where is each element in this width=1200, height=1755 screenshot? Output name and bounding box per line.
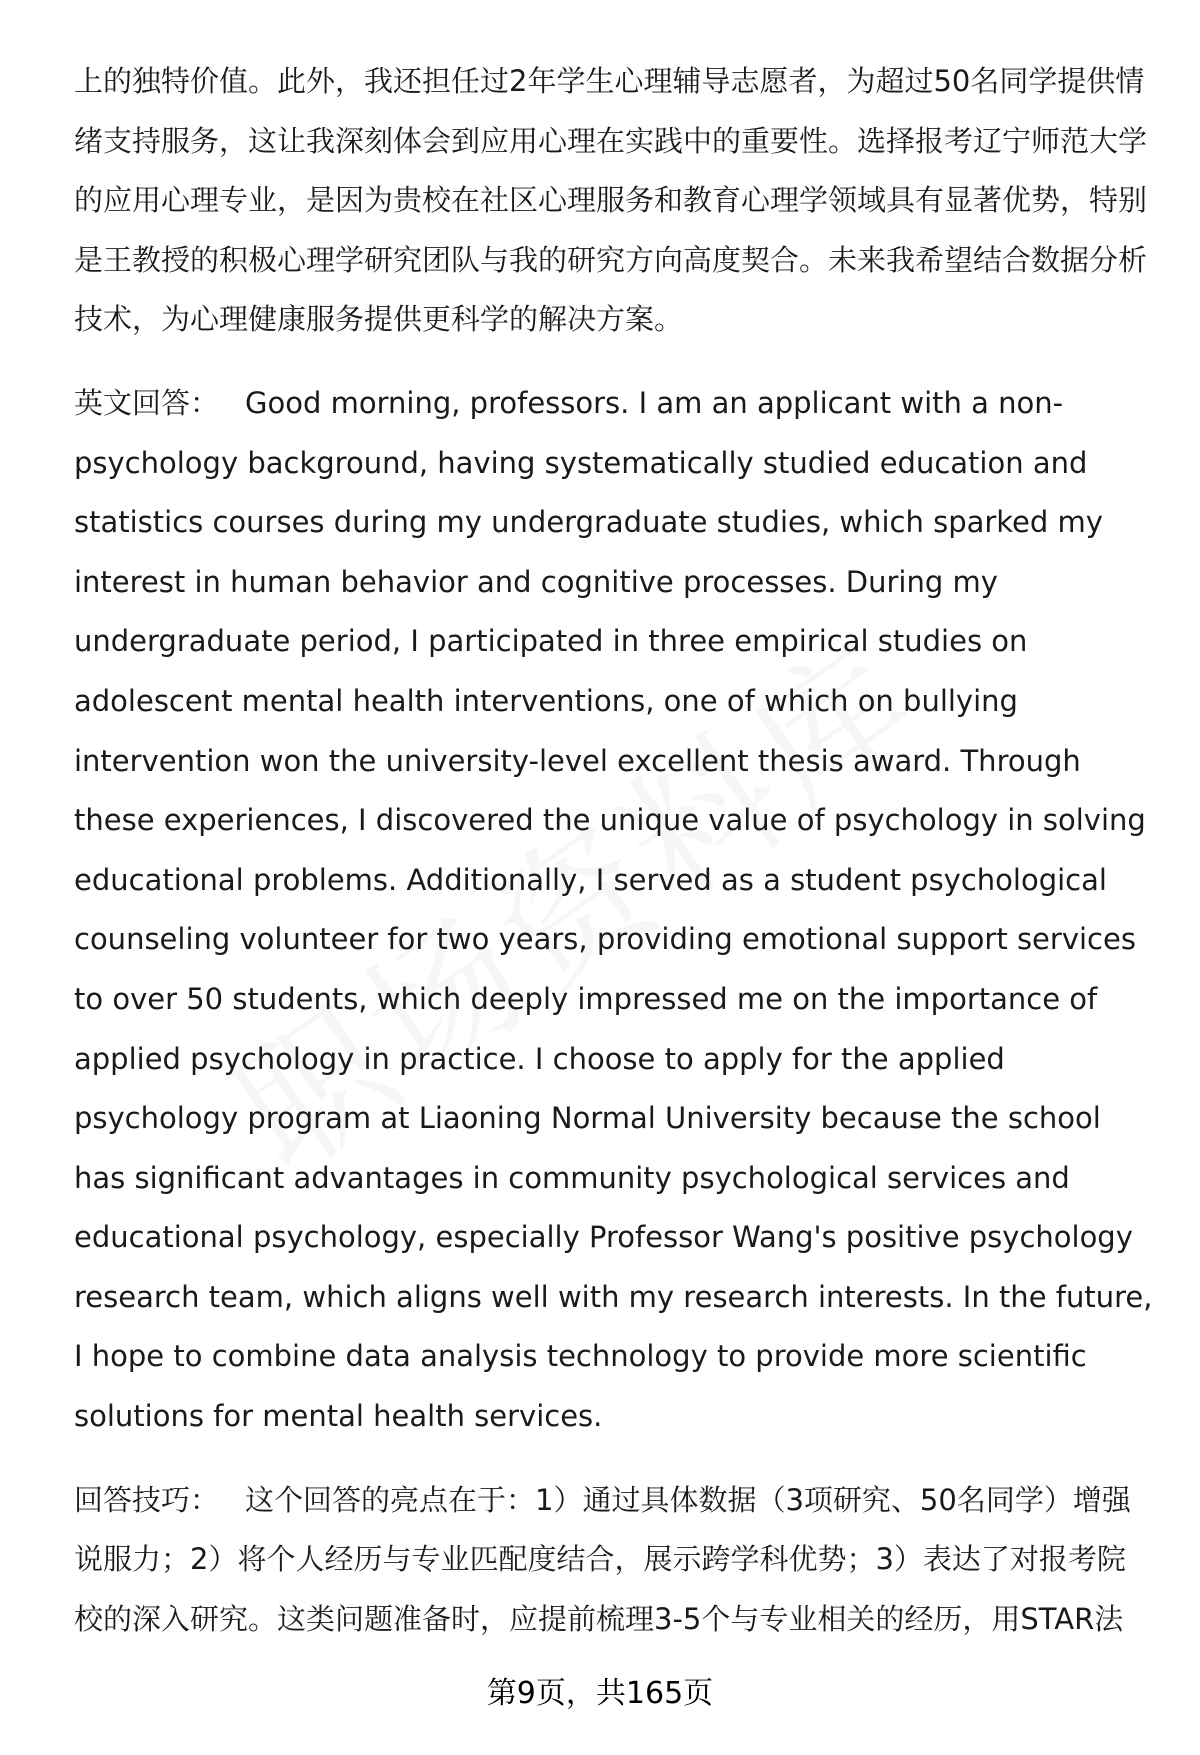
answer-tips-label: 回答技巧： xyxy=(74,1482,220,1517)
answer-tips-text: 这个回答的亮点在于：1）通过具体数据（3项研究、50名同学）增强说服力；2）将个人经历与专业匹配度结合，展示跨学科优势；3）表达了对报考院校的深入研究。这类问题准备时，应提前梳理3-5个与专业相关的经历，用STAR法 xyxy=(74,1482,1131,1636)
english-answer-paragraph xyxy=(74,374,1154,1447)
chinese-answer-continuation: 上的独特价值。此外，我还担任过2年学生心理辅导志愿者，为超过50名同学提供情绪支持服务，这让我深刻体会到应用心理在实践中的重要性。选择报考辽宁师范大学的应用心理专业，是因为贵校在社区心理服务和教育心理学领域具有显著优势，特别是王教授的积极心理学研究团队与我的研究方向高度契合。未来我希望结合数据分析技术，为心理健康服务提供更科学的解决方案。 xyxy=(74,64,1148,337)
answer-tips-paragraph xyxy=(74,1471,1154,1650)
english-answer-label: 英文回答： xyxy=(74,385,220,420)
paragraph-gap xyxy=(74,350,1154,374)
english-answer-text: Good morning, professors. I am an applicant with a non-psychology background, having systematically studied education and statistics courses during my undergraduate studies, which sparked my interest in human behavior and cognitive processes. During my undergraduate period, I participated in three empirical studies on adolescent mental health interventions, one of which on bullying intervention won the university-level excellent thesis award. Through these experiences, I discovered the unique value of psychology in solving educational problems. Additionally, I served as a student psychological counseling volunteer for two years, providing emotional support services to over 50 students, which deeply impressed me on the importance of applied psychology in practice. I choose to apply for the applied psychology program at Liaoning Normal University because the school has significant advantages in community psychological services and educational psychology, especially Professor Wang's positive psychology research team, which aligns well with my research interests. In the future, I hope to combine data analysis technology to provide more scientific solutions for mental health services. xyxy=(74,385,1153,1434)
document-body xyxy=(74,52,1154,1649)
page-number-footer: 第9页，共165页 xyxy=(486,1676,714,1711)
paragraph-gap xyxy=(74,1447,1154,1471)
